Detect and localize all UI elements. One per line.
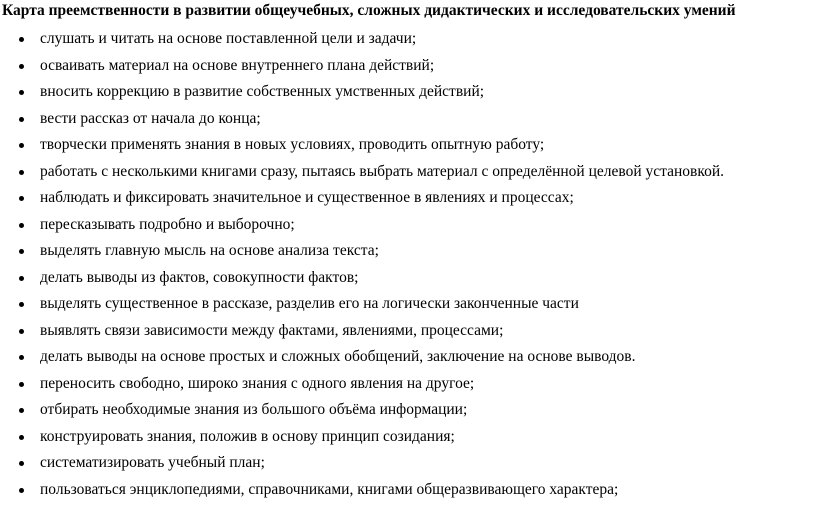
bullet-icon [19,196,24,201]
list-item-text: выделять главную мысль на основе анализа текста; [40,242,379,259]
bullet-icon [19,488,24,493]
bullet-icon [19,355,24,360]
bullet-icon [19,37,24,42]
bullet-icon [19,302,24,307]
bullet-icon [19,382,24,387]
document-title: Карта преемственности в развитии общеучебных, сложных дидактических и исследовательских умений [2,2,736,19]
list-item-text: выделять существенное в рассказе, разделив его на логически законченные части [40,295,579,312]
list-item-text: творчески применять знания в новых условиях, проводить опытную работу; [40,136,545,153]
list-item-text: вести рассказ от начала до конца; [40,109,261,127]
list-item-text: работать с несколькими книгами сразу, пытаясь выбрать материал с определённой целевой установкой. [40,162,725,180]
bullet-icon [19,435,24,440]
list-item-text: слушать и читать на основе поставленной цели и задачи; [40,30,417,47]
list-item-text: наблюдать и фиксировать значительное и существенное в явлениях и процессах; [40,189,574,206]
list-item-text: выявлять связи зависимости между фактами, явлениями, процессами; [40,321,504,339]
bullet-icon [19,249,24,254]
list-item-text: конструировать знания, положив в основу принцип созидания; [40,427,455,445]
bullet-icon [19,64,24,69]
bullet-icon [19,90,24,95]
list-item-text: отбирать необходимые знания из большого объёма информации; [40,401,468,418]
bullet-icon [19,143,24,148]
bullet-icon [19,170,24,175]
list-item-text: осваивать материал на основе внутреннего плана действий; [40,56,435,74]
bullet-icon [19,276,24,281]
bullet-icon [19,408,24,413]
list-item-text: пользоваться энциклопедиями, справочниками, книгами общеразвивающего характера; [40,480,619,498]
bullet-icon [19,117,24,122]
list-item-text: переносить свободно, широко знания с одного явления на другое; [40,374,475,392]
list-item-text: делать выводы из фактов, совокупности фактов; [40,268,359,286]
list-item-text: систематизировать учебный план; [40,454,265,471]
bullet-icon [19,329,24,334]
bullet-icon [19,223,24,228]
list-item-text: делать выводы на основе простых и сложных обобщений, заключение на основе выводов. [40,348,636,365]
list-item-text: пересказывать подробно и выборочно; [40,215,295,233]
bullet-icon [19,461,24,466]
list-item-text: вносить коррекцию в развитие собственных умственных действий; [40,83,485,100]
